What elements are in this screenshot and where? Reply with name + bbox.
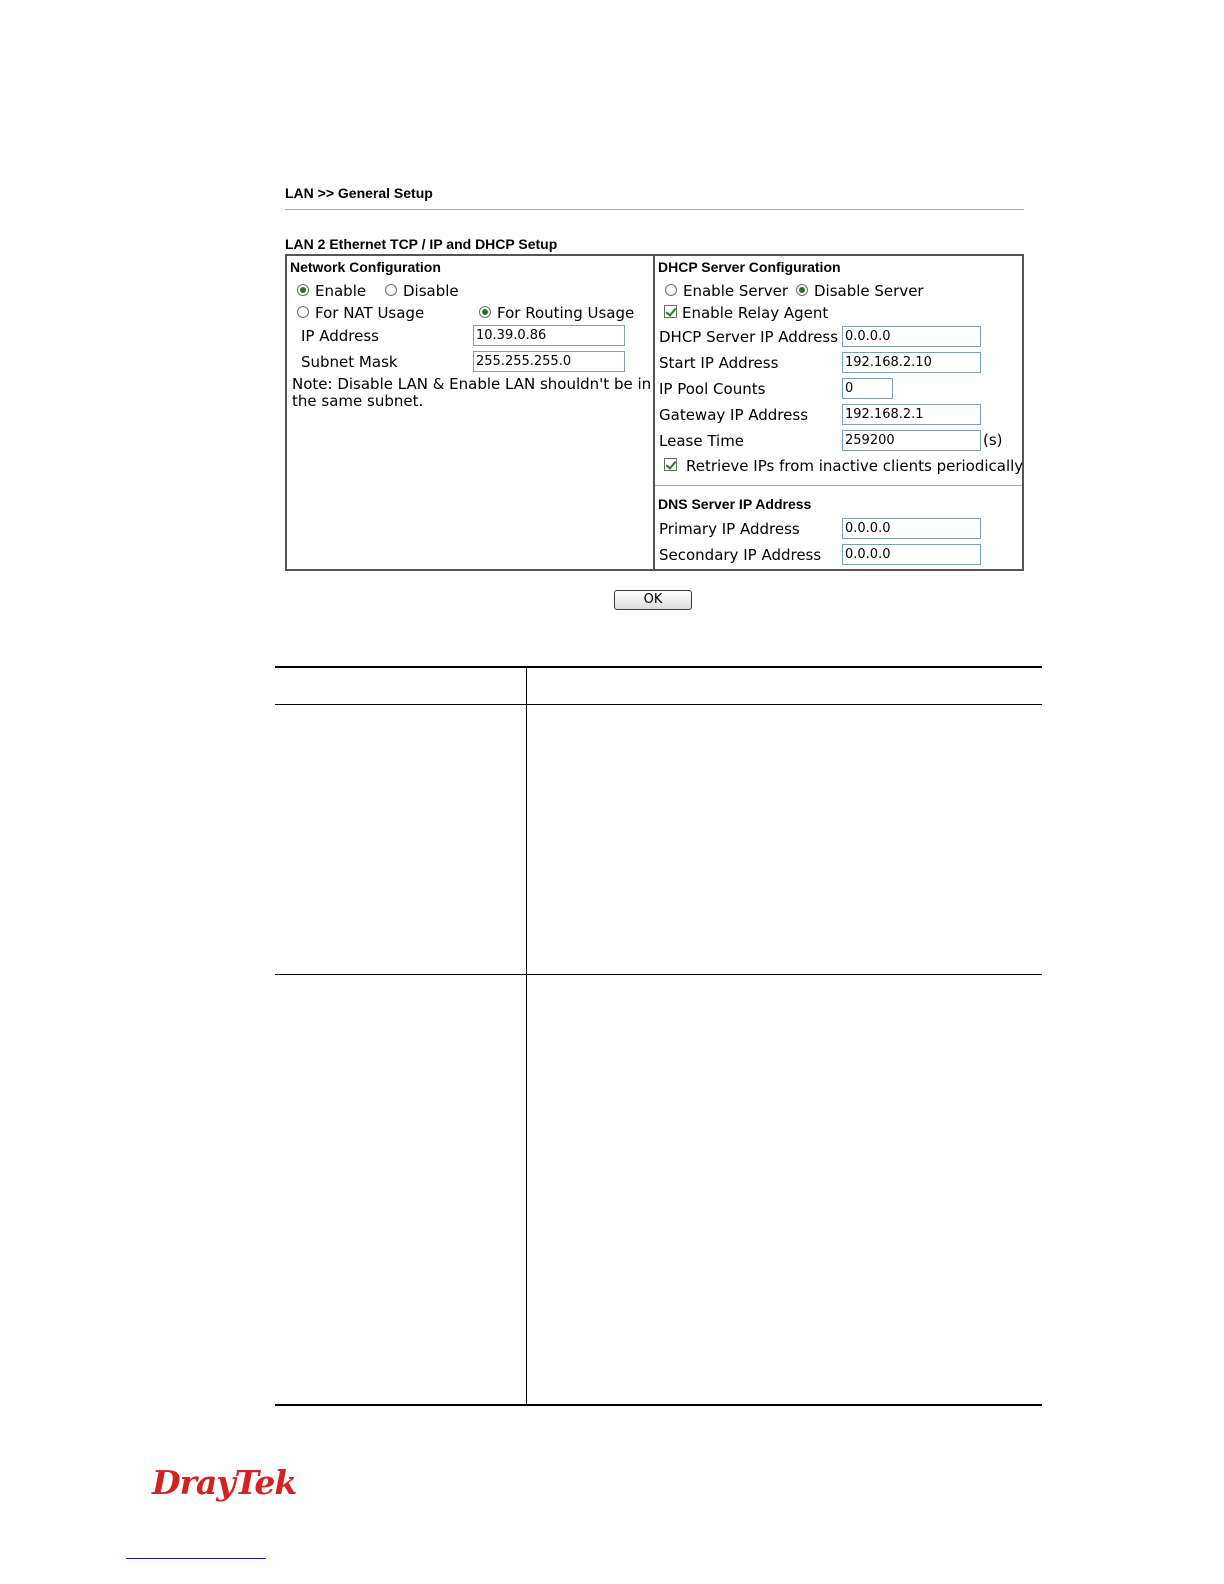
gateway-ip-label: Gateway IP Address [659, 406, 809, 424]
dns-divider [655, 485, 1022, 486]
ip-address-label: IP Address [301, 327, 379, 345]
table-row-divider [275, 974, 1042, 975]
enable-radio[interactable] [297, 284, 309, 296]
disable-server-label: Disable Server [814, 282, 924, 300]
enable-label: Enable [315, 282, 367, 300]
subnet-mask-input[interactable] [473, 351, 625, 372]
relay-agent-label: Enable Relay Agent [682, 304, 829, 322]
note-line-1: Note: Disable LAN & Enable LAN shouldn't be in [292, 375, 652, 393]
footer-line [126, 1558, 266, 1559]
note-line-2: the same subnet. [292, 392, 424, 410]
subnet-mask-label: Subnet Mask [301, 353, 398, 371]
retrieve-ips-checkbox[interactable] [664, 458, 677, 471]
disable-label: Disable [403, 282, 459, 300]
nat-usage-radio[interactable] [297, 306, 309, 318]
start-ip-label: Start IP Address [659, 354, 779, 372]
secondary-dns-label: Secondary IP Address [659, 546, 822, 564]
dns-heading: DNS Server IP Address [658, 496, 812, 512]
enable-server-label: Enable Server [683, 282, 789, 300]
ip-address-input[interactable] [473, 325, 625, 346]
ok-button[interactable]: OK [614, 590, 692, 610]
secondary-dns-input[interactable] [842, 544, 981, 565]
nat-usage-label: For NAT Usage [315, 304, 425, 322]
primary-dns-label: Primary IP Address [659, 520, 800, 538]
dhcp-server-ip-input[interactable] [842, 326, 981, 347]
table-bottom-rule [275, 1404, 1042, 1406]
section-title: LAN 2 Ethernet TCP / IP and DHCP Setup [285, 236, 558, 252]
routing-usage-label: For Routing Usage [497, 304, 635, 322]
relay-agent-checkbox[interactable] [664, 305, 677, 318]
ip-pool-counts-label: IP Pool Counts [659, 380, 766, 398]
routing-usage-radio[interactable] [479, 306, 491, 318]
panel-divider [653, 254, 655, 571]
retrieve-ips-label: Retrieve IPs from inactive clients periodically [686, 457, 1024, 475]
dhcp-config-heading: DHCP Server Configuration [658, 259, 841, 275]
enable-server-radio[interactable] [665, 284, 677, 296]
table-header-rule [275, 704, 1042, 705]
draytek-logo: DrayTek [152, 1463, 297, 1502]
lease-time-input[interactable] [842, 430, 981, 451]
disable-radio[interactable] [385, 284, 397, 296]
breadcrumb-divider [285, 209, 1024, 210]
table-top-rule [275, 666, 1042, 668]
start-ip-input[interactable] [842, 352, 981, 373]
lease-time-unit: (s) [983, 431, 1003, 449]
breadcrumb: LAN >> General Setup [285, 185, 433, 201]
disable-server-radio[interactable] [796, 284, 808, 296]
dhcp-server-ip-label: DHCP Server IP Address [659, 328, 839, 346]
network-config-heading: Network Configuration [290, 259, 441, 275]
table-column-divider [526, 666, 527, 1406]
gateway-ip-input[interactable] [842, 404, 981, 425]
ip-pool-counts-input[interactable] [842, 378, 893, 399]
primary-dns-input[interactable] [842, 518, 981, 539]
lease-time-label: Lease Time [659, 432, 745, 450]
